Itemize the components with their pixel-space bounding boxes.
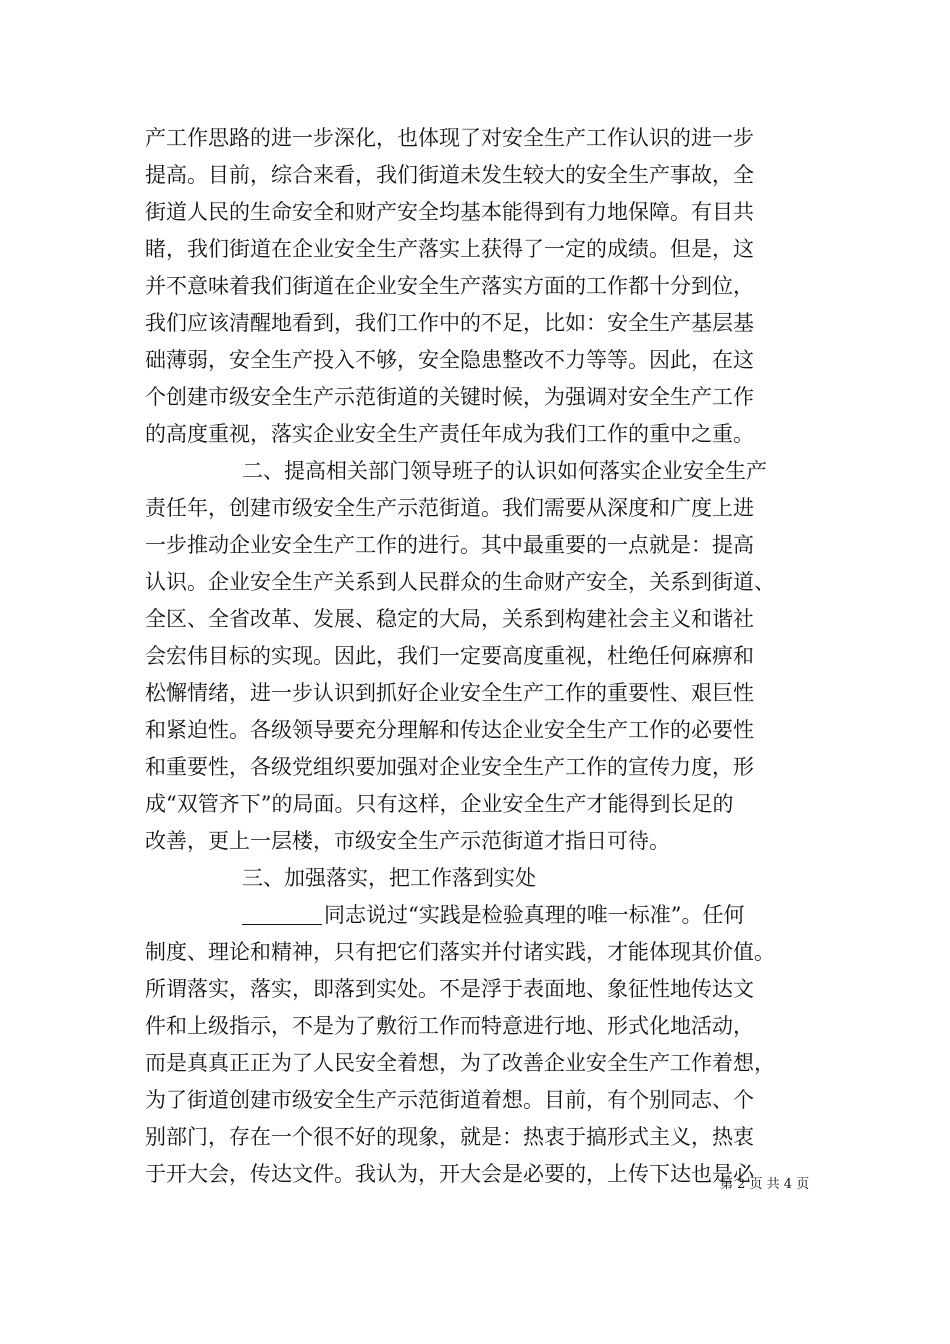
text-line: 件和上级指示，不是为了敷衍工作而特意进行地、形式化地活动， xyxy=(145,1014,754,1038)
document-body xyxy=(145,120,810,1193)
text-line: 于开大会，传达文件。我认为，开大会是必要的，上传下达也是必 xyxy=(145,1162,754,1186)
text-line: 所谓落实，落实，即落到实处。不是浮于表面地、象征性地传达文 xyxy=(145,977,754,1001)
text-line: 我们应该清醒地看到，我们工作中的不足，比如：安全生产基层基 xyxy=(145,311,754,335)
text-line: 一步推动企业安全生产工作的进行。其中最重要的一点就是：提高 xyxy=(145,533,754,557)
text-line: 全区、全省改革、发展、稳定的大局，关系到构建社会主义和谐社 xyxy=(145,607,754,631)
text-line: 而是真真正正为了人民安全着想，为了改善企业安全生产工作着想， xyxy=(145,1051,775,1075)
section-heading-3: 三、加强落实，把工作落到实处 xyxy=(242,866,536,890)
text-line-with-blank xyxy=(145,897,810,934)
text-line: 别部门，存在一个很不好的现象，就是：热衷于搞形式主义，热衷 xyxy=(145,1125,754,1149)
text-line: 为了街道创建市级安全生产示范街道着想。目前，有个别同志、个 xyxy=(145,1088,754,1112)
text-line: 个创建市级安全生产示范街道的关键时候，为强调对安全生产工作 xyxy=(145,385,754,409)
text-line: 和重要性，各级党组织要加强对企业安全生产工作的宣传力度，形 xyxy=(145,755,754,779)
fill-in-blank xyxy=(242,904,322,925)
text-line: 并不意味着我们街道在企业安全生产落实方面的工作都十分到位， xyxy=(145,274,754,298)
text-line: 认识。企业安全生产关系到人民群众的生命财产安全，关系到街道、 xyxy=(145,570,775,594)
section-heading-2: 二、提高相关部门领导班子的认识如何落实企业安全生产 xyxy=(242,459,767,483)
text-line: 睹，我们街道在企业安全生产落实上获得了一定的成绩。但是，这 xyxy=(145,237,754,261)
page-number-footer: 第 2 页 共 4 页 xyxy=(720,1177,810,1192)
text-line: 责任年，创建市级安全生产示范街道。我们需要从深度和广度上进 xyxy=(145,496,754,520)
text-line: 提高。目前，综合来看，我们街道未发生较大的安全生产事故，全 xyxy=(145,163,754,187)
text-line: 会宏伟目标的实现。因此，我们一定要高度重视，杜绝任何麻痹和 xyxy=(145,644,754,668)
text-line: 的高度重视，落实企业安全生产责任年成为我们工作的重中之重。 xyxy=(145,422,754,446)
text-line: 制度、理论和精神，只有把它们落实并付诸实践，才能体现其价值。 xyxy=(145,940,775,964)
text-line: 产工作思路的进一步深化，也体现了对安全生产工作认识的进一步 xyxy=(145,126,754,150)
text-line: 街道人民的生命安全和财产安全均基本能得到有力地保障。有目共 xyxy=(145,200,754,224)
text-line: 础薄弱，安全生产投入不够，安全隐患整改不力等等。因此，在这 xyxy=(145,348,754,372)
text-line: 改善，更上一层楼，市级安全生产示范街道才指日可待。 xyxy=(145,829,670,853)
text-line: 成“双管齐下”的局面。只有这样，企业安全生产才能得到长足的 xyxy=(145,792,734,816)
text-line: 同志说过“实践是检验真理的唯一标准”。任何 xyxy=(324,903,745,927)
text-line: 和紧迫性。各级领导要充分理解和传达企业安全生产工作的必要性 xyxy=(145,718,754,742)
text-line: 松懈情绪，进一步认识到抓好企业安全生产工作的重要性、艰巨性 xyxy=(145,681,754,705)
